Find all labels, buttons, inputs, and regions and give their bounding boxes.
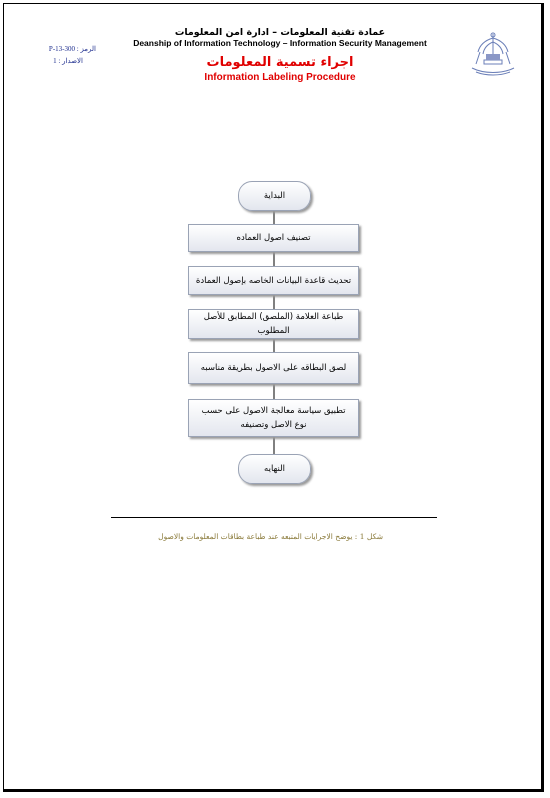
department-title-arabic: عمادة تقنية المعلومات – ادارة امن المعلومات: [174, 27, 386, 38]
document-code: الرمز : 300-P-13: [48, 45, 96, 53]
figure-caption: شكل 1 : يوضح الاجرايات المتبعه عند طباعة بطاقات المعلومات والاصول: [158, 532, 383, 541]
flowchart-end: النهايه: [238, 454, 311, 484]
department-title-english: Deanship of Information Technology – Information Security Management: [133, 38, 427, 48]
flowchart-step: تطبيق سياسة معالجة الاصول على حسب نوع الاصل وتصنيفه: [188, 399, 359, 437]
flowchart-step: تحديث قاعدة البيانات الخاصه بإصول العمادة: [188, 266, 359, 295]
flowchart-start: البداية: [238, 181, 311, 211]
procedure-title-arabic: اجراء تسمية المعلومات: [206, 55, 354, 70]
document-version: الاصدار : 1: [53, 57, 83, 65]
flowchart-step: تصنيف اصول العماده: [188, 224, 359, 252]
flowchart-step: لصق البطاقه على الاصول بطريقة مناسبه: [188, 352, 359, 384]
flowchart-step: طباعة العلامة (الملصق) المطابق للأصل المطلوب: [188, 309, 359, 339]
caption-divider: [111, 517, 437, 518]
procedure-title-english: Information Labeling Procedure: [204, 72, 356, 83]
